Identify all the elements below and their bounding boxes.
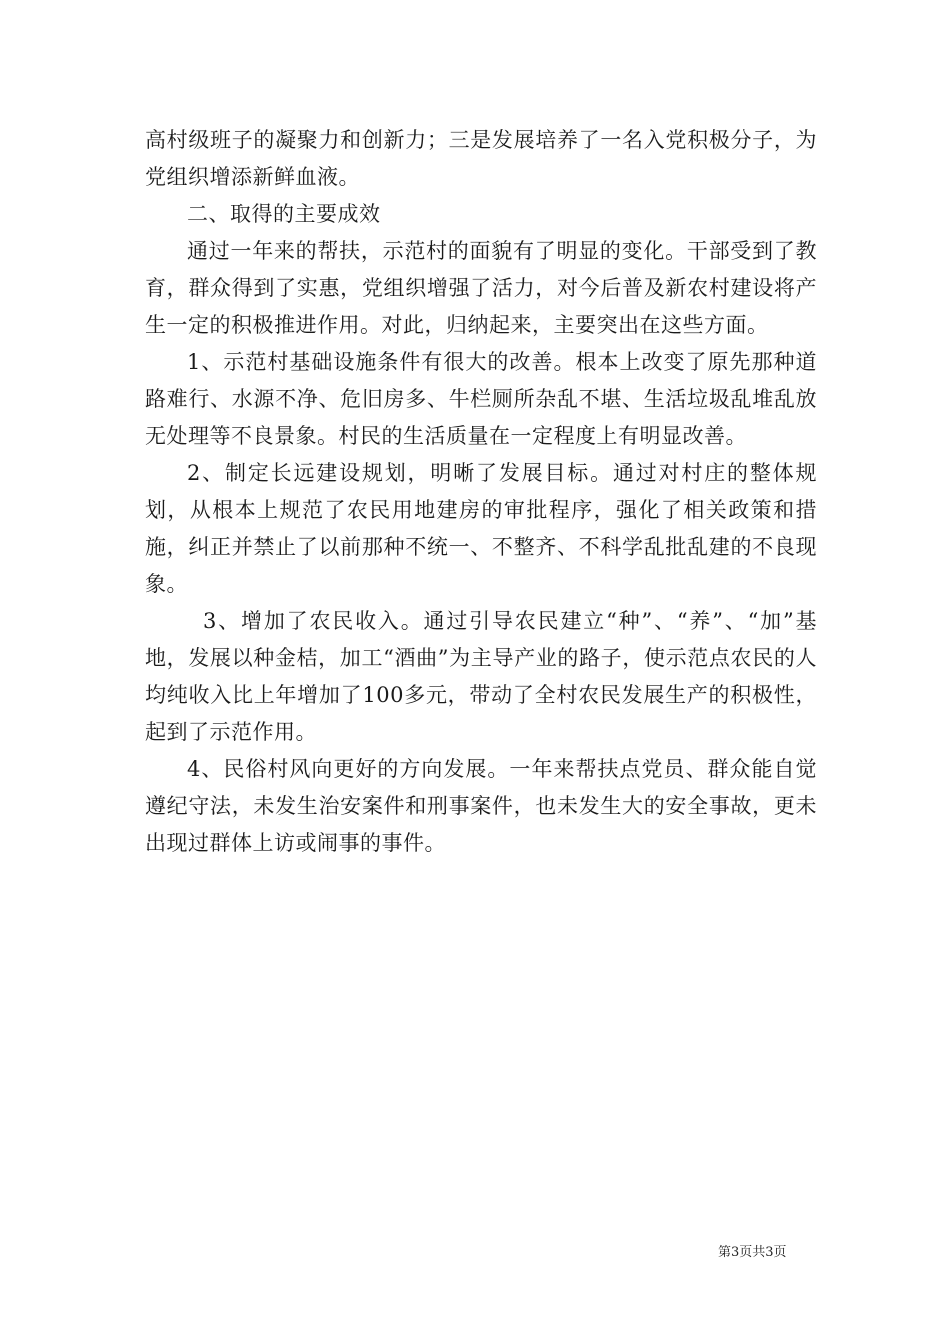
page-number: 第3页共3页 [718,1245,787,1260]
paragraph-intro: 通过一年来的帮扶，示范村的面貌有了明显的变化。干部受到了教育，群众得到了实惠，党组织增强了活力，对今后普及新农村建设将产生一定的积极推进作用。对此，归纳起来，主要突出在这些方面。 [145,239,817,337]
document-body [145,122,817,862]
paragraph-continuation: 高村级班子的凝聚力和创新力；三是发展培养了一名入党积极分子，为党组织增添新鲜血液。 [145,128,817,189]
paragraph-item-2: 2、制定长远建设规划，明晰了发展目标。通过对村庄的整体规划，从根本上规范了农民用地建房的审批程序，强化了相关政策和措施，纠正并禁止了以前那种不统一、不整齐、不科学乱批乱建的不良现象。 [145,461,817,596]
paragraph-item-3: 3、增加了农民收入。通过引导农民建立“种”、“养”、“加”基地，发展以种金桔，加工“酒曲”为主导产业的路子，使示范点农民的人均纯收入比上年增加了100多元，带动了全村农民发展生产的积极性，起到了示范作用。 [145,609,817,744]
paragraph-item-1: 1、示范村基础设施条件有很大的改善。根本上改变了原先那种道路难行、水源不净、危旧房多、牛栏厕所杂乱不堪、生活垃圾乱堆乱放无处理等不良景象。村民的生活质量在一定程度上有明显改善。 [145,350,817,448]
section-heading: 二、取得的主要成效 [187,202,381,226]
paragraph-item-4: 4、民俗村风向更好的方向发展。一年来帮扶点党员、群众能自觉遵纪守法，未发生治安案件和刑事案件，也未发生大的安全事故，更未出现过群体上访或闹事的事件。 [145,757,817,855]
